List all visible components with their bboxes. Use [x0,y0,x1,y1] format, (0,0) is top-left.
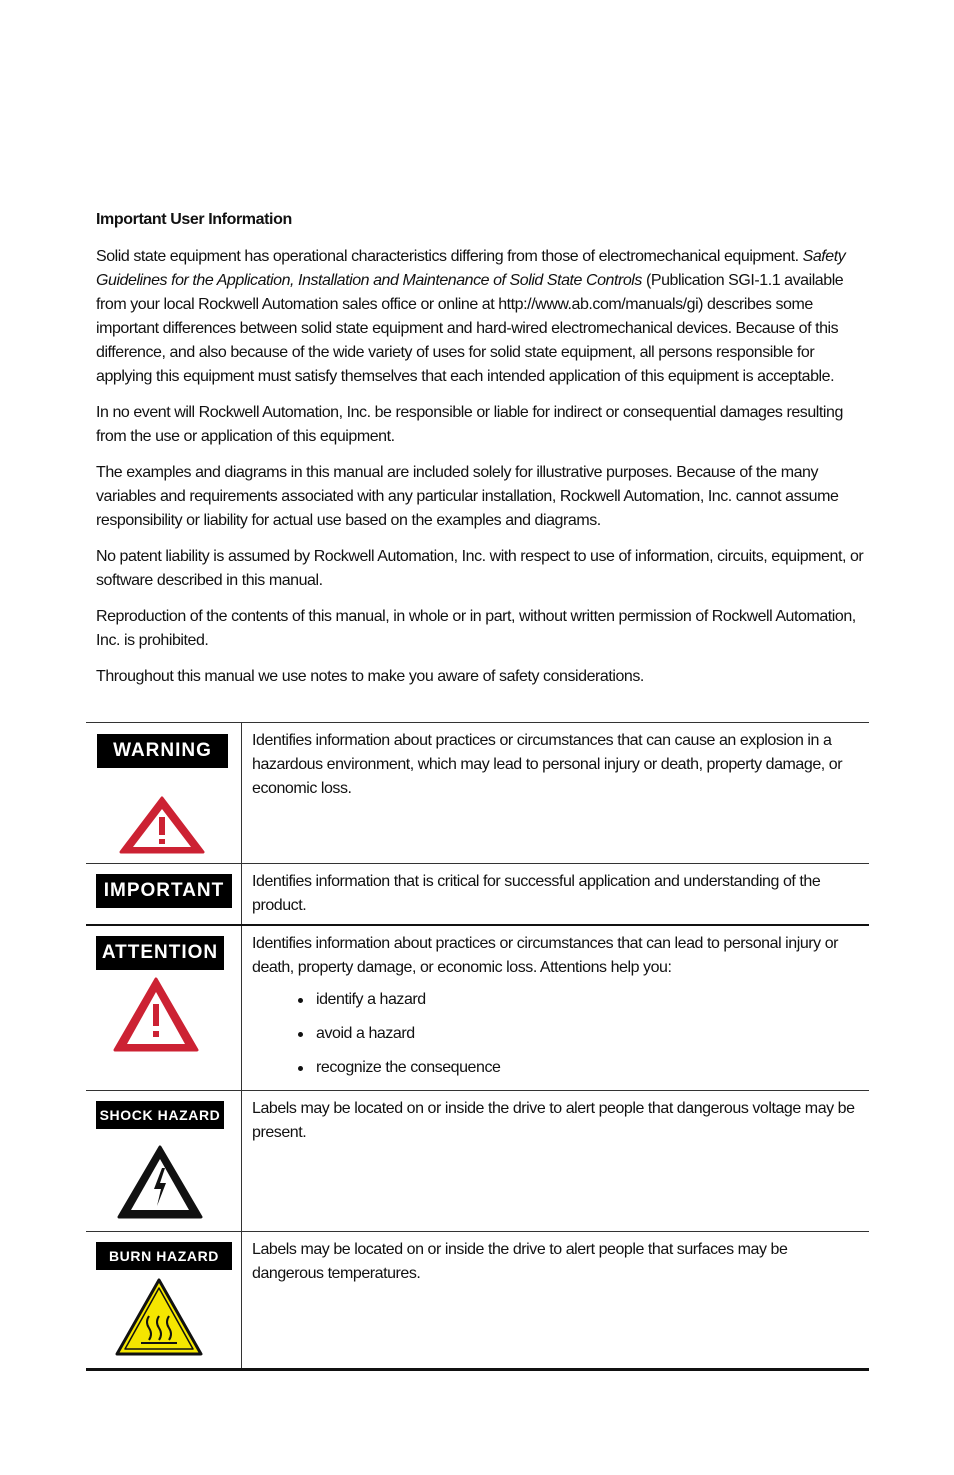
safety-notes-table [86,722,869,1371]
warning-label: WARNING [97,734,228,768]
important-text: Identifies information that is critical for successful application and understanding of the product. [252,873,821,914]
lightning-triangle-icon [116,1144,204,1220]
paragraph-6: Throughout this manual we use notes to make you aware of safety considerations. [96,668,644,685]
attention-cell [242,925,870,1091]
attention-label: ATTENTION [96,936,224,970]
paragraph-5: Reproduction of the contents of this manual, in whole or in part, without written permission of Rockwell Automation, Inc. is prohibited. [96,608,856,649]
shock-hazard-label: SHOCK HAZARD [96,1101,224,1129]
paragraph-1 [96,245,868,389]
paragraph-3: The examples and diagrams in this manual are included solely for illustrative purposes. Because of the many variables and requirements associated with any particular installation, Rockwell Automation, Inc. cannot assume responsibility or liability for actual use based on the examples and diagrams. [96,464,839,529]
attention-label-cell [86,925,242,1091]
exclamation-triangle-icon [112,976,200,1054]
warning-label-cell [86,723,242,864]
bullet-item: identify a hazard [252,988,859,1012]
important-label-cell [86,864,242,925]
exclamation-triangle-icon [118,795,206,855]
burn-row [86,1231,869,1369]
warning-row [86,723,869,864]
warning-text: Identifies information about practices or circumstances that can cause an explosion in a hazardous environment, which may lead to personal injury or death, property damage, or economic loss. [252,732,843,797]
bullet-item: recognize the consequence [252,1056,859,1080]
paragraph-1-text-cont: (Publication SGI-1.1 available from your local Rockwell Automation sales office or online at http://www.ab.com/manuals/gi) describes some important differences between solid state equipment and hard-wired electromechanical devices. Because of this difference, and also because of the wide variety of uses for solid state equipment, all persons responsible for applying this equipment must satisfy themselves that each intended application of this equipment is acceptable. [96,272,844,385]
important-row [86,864,869,925]
paragraph-1-text: Solid state equipment has operational characteristics differing from those of electromechanical equipment. [96,248,803,265]
bullet-item: avoid a hazard [252,1022,859,1046]
paragraph-4: No patent liability is assumed by Rockwell Automation, Inc. with respect to use of information, circuits, equipment, or software described in this manual. [96,548,864,589]
important-label: IMPORTANT [96,874,232,908]
heat-triangle-icon [113,1276,205,1358]
section-heading: Important User Information [96,211,292,228]
shock-text: Labels may be located on or inside the drive to alert people that dangerous voltage may be present. [252,1099,855,1141]
burn-label-cell [86,1231,242,1369]
shock-label-cell [86,1090,242,1231]
attention-row [86,925,869,1091]
burn-hazard-label: BURN HAZARD [96,1242,232,1270]
attention-text: Identifies information about practices or circumstances that can lead to personal injury or death, property damage, or economic loss. Attentions help you: [252,934,839,976]
publication-title: Safety Guidelines for the Application, Installation and Maintenance of Solid State Controls [96,248,846,289]
paragraph-2: In no event will Rockwell Automation, Inc. be responsible or liable for indirect or consequential damages resulting from the use or application of this equipment. [96,404,843,445]
attention-bullets [252,988,859,1080]
burn-text: Labels may be located on or inside the drive to alert people that surfaces may be dangerous temperatures. [252,1240,788,1282]
user-info-section [96,208,868,697]
shock-row [86,1090,869,1231]
